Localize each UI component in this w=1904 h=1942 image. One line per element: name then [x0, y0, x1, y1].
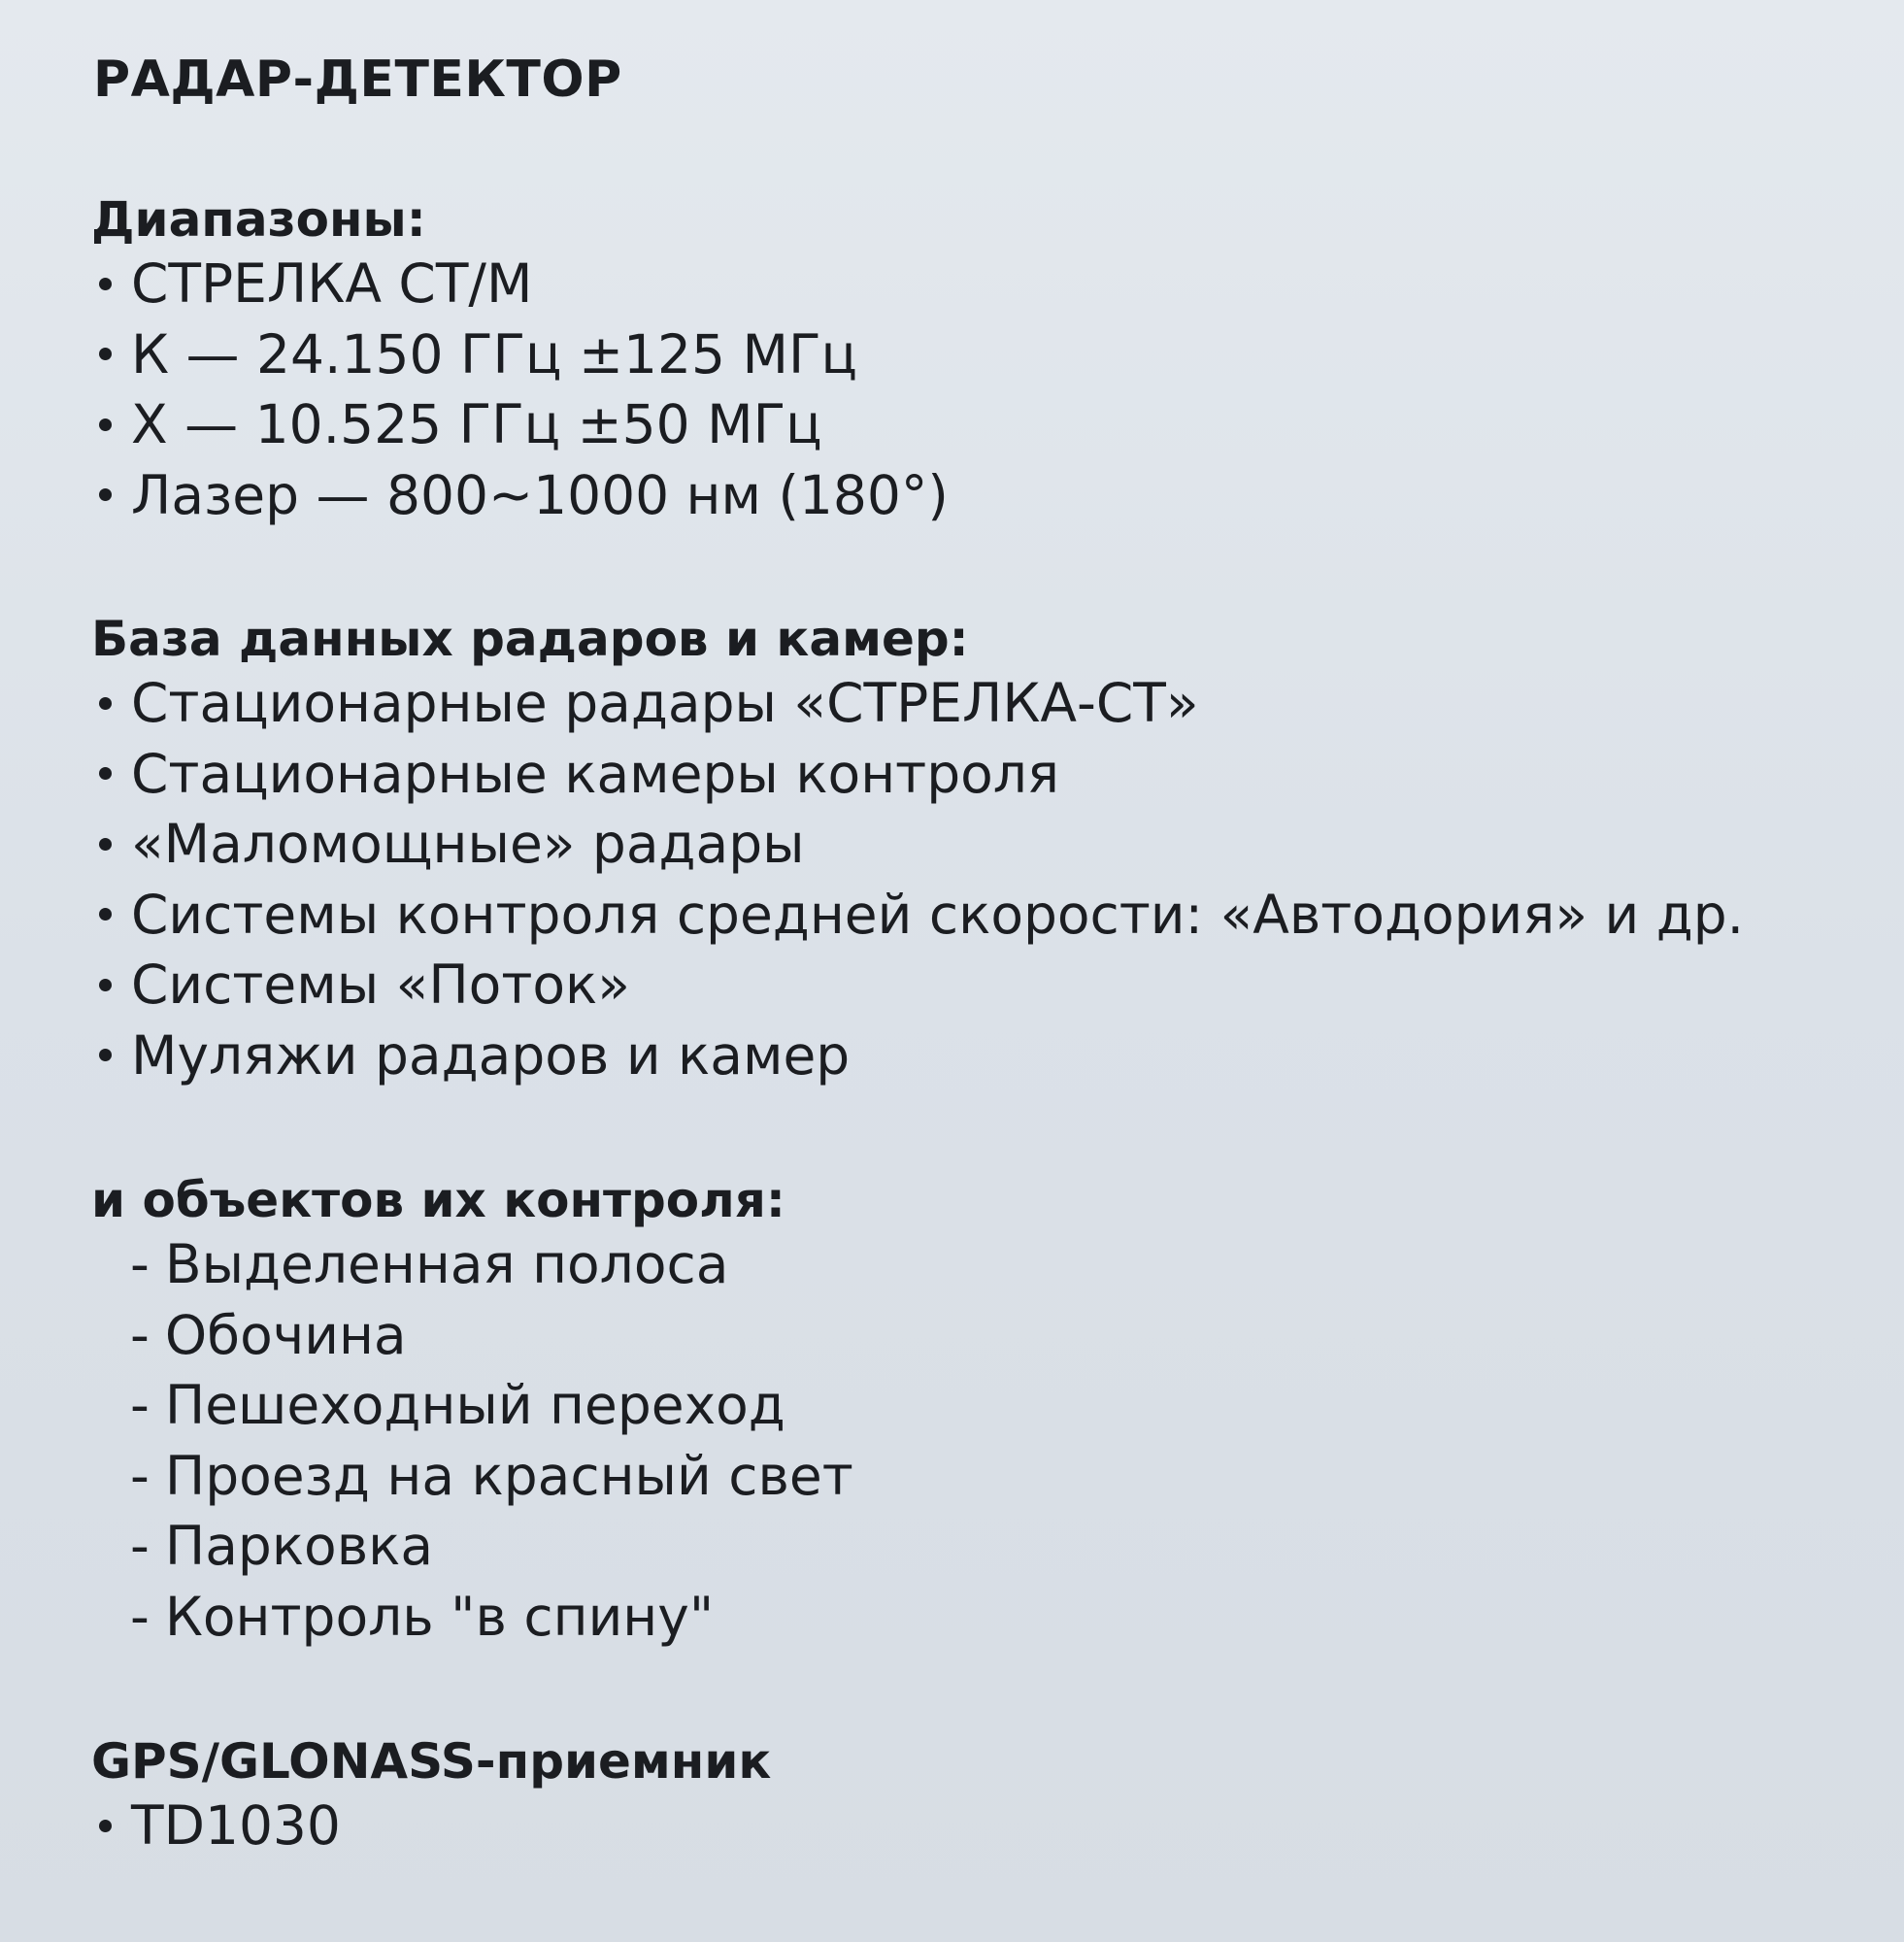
dash-marker: - — [130, 1303, 150, 1366]
bullet-icon — [99, 838, 112, 851]
ranges-heading: Диапазоны: — [91, 191, 426, 248]
bullet-icon — [99, 908, 112, 921]
gps-section — [91, 1732, 771, 1861]
list-item — [91, 1021, 1744, 1091]
object-item-text: Пешеходный переход — [164, 1374, 785, 1436]
dash-marker: - — [130, 1444, 150, 1507]
list-item — [91, 1229, 853, 1300]
bullet-icon — [99, 348, 112, 360]
bullet-icon — [99, 278, 112, 290]
bullet-icon — [99, 1820, 112, 1832]
dash-marker: - — [130, 1585, 150, 1648]
dash-marker: - — [130, 1515, 150, 1577]
list-item — [91, 809, 1744, 880]
gps-heading: GPS/GLONASS-приемник — [91, 1733, 772, 1790]
objects-section — [91, 1171, 853, 1652]
bullet-icon — [99, 697, 112, 710]
range-item-text: К — 24.150 ГГц ±125 МГц — [131, 322, 857, 385]
page-title: РАДАР-ДЕТЕКТОР — [93, 50, 622, 109]
dash-marker: - — [130, 1374, 150, 1436]
database-item-text: Муляжи радаров и камер — [131, 1023, 851, 1087]
list-item — [91, 1582, 853, 1653]
object-item-text: Выделенная полоса — [164, 1233, 729, 1295]
list-item — [91, 389, 949, 460]
list-item — [91, 1300, 853, 1371]
objects-heading: и объектов их контроля: — [91, 1172, 785, 1228]
range-item-text: Х — 10.525 ГГц ±50 МГц — [131, 393, 822, 455]
database-item-text: Системы контроля средней скорости: «Автодория» и др. — [131, 883, 1745, 946]
database-item-text: «Маломощные» радары — [131, 813, 805, 875]
ranges-section — [91, 190, 949, 530]
object-item-text: Обочина — [164, 1303, 407, 1366]
bullet-icon — [99, 979, 112, 991]
database-list — [91, 668, 1744, 1090]
list-item — [91, 950, 1744, 1021]
bullet-icon — [99, 419, 112, 431]
list-item — [91, 1791, 771, 1861]
range-item-text: Лазер — 800~1000 нм (180°) — [131, 463, 949, 526]
bullet-icon — [99, 488, 112, 501]
objects-list — [91, 1229, 853, 1652]
list-item — [91, 460, 949, 531]
database-heading: База данных радаров и камер: — [91, 611, 969, 667]
list-item — [91, 739, 1744, 810]
object-item-text: Проезд на красный свет — [164, 1444, 853, 1507]
dash-marker: - — [130, 1233, 150, 1295]
range-item-text: СТРЕЛКА СТ/М — [131, 252, 533, 315]
ranges-list — [91, 249, 949, 530]
gps-list — [91, 1791, 771, 1861]
list-item — [91, 1511, 853, 1582]
object-item-text: Парковка — [164, 1515, 434, 1577]
database-section — [91, 610, 1744, 1090]
list-item — [91, 1370, 853, 1441]
list-item — [91, 1441, 853, 1512]
list-item — [91, 319, 949, 390]
bullet-icon — [99, 767, 112, 780]
object-item-text: Контроль "в спину" — [164, 1585, 715, 1648]
bullet-icon — [99, 1049, 112, 1061]
database-item-text: Стационарные камеры контроля — [131, 742, 1060, 805]
list-item — [91, 668, 1744, 739]
list-item — [91, 880, 1744, 951]
list-item — [91, 249, 949, 319]
gps-item-text: TD1030 — [131, 1794, 341, 1857]
database-item-text: Стационарные радары «СТРЕЛКА-СТ» — [131, 672, 1199, 734]
database-item-text: Системы «Поток» — [131, 954, 630, 1016]
